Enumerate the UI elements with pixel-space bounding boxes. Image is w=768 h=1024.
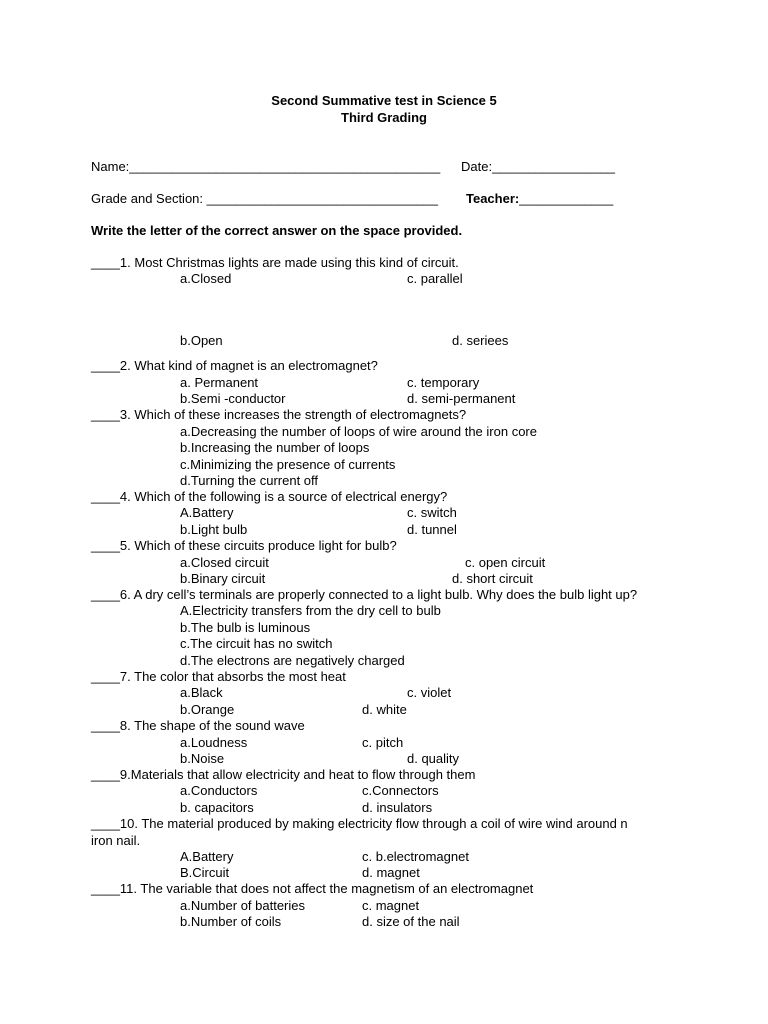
- question-stem-continued: iron nail.: [91, 833, 141, 848]
- question-stem: ____3. Which of these increases the strength of electromagnets?: [91, 407, 467, 422]
- question-stem: ____8. The shape of the sound wave: [91, 718, 305, 733]
- option: d. size of the nail: [362, 914, 460, 929]
- option: b.Binary circuit: [180, 571, 266, 586]
- option: d. insulators: [362, 800, 433, 815]
- question-stem: ____5. Which of these circuits produce light for bulb?: [91, 538, 397, 553]
- option: a.Decreasing the number of loops of wire around the iron core: [180, 424, 537, 439]
- question-stem: ____4. Which of the following is a source of electrical energy?: [91, 489, 448, 504]
- option: c. pitch: [362, 735, 404, 750]
- page-title: Second Summative test in Science 5: [271, 93, 497, 108]
- option: d. quality: [407, 751, 460, 766]
- teacher-label: Teacher:: [466, 191, 520, 206]
- option: d. magnet: [362, 865, 420, 880]
- option: d. short circuit: [452, 571, 533, 586]
- option: d. seriees: [452, 333, 509, 348]
- option: d. white: [362, 702, 407, 717]
- grade-section-field: Grade and Section: ________________________________: [91, 191, 438, 206]
- question-stem: ____6. A dry cell’s terminals are properly connected to a light bulb. Why does the bulb light up?: [91, 587, 638, 602]
- option: c.Connectors: [362, 783, 439, 798]
- option: b.Open: [180, 333, 223, 348]
- option: B.Circuit: [180, 865, 230, 880]
- option: c. b.electromagnet: [362, 849, 469, 864]
- option: a.Black: [180, 685, 223, 700]
- option: c. magnet: [362, 898, 420, 913]
- instruction: Write the letter of the correct answer on the space provided.: [91, 223, 463, 238]
- option: d. semi-permanent: [407, 391, 516, 406]
- option: b.Orange: [180, 702, 235, 717]
- question-stem: ____9.Materials that allow electricity and heat to flow through them: [91, 767, 476, 782]
- name-field: Name:___________________________________________: [91, 159, 441, 174]
- option: A.Electricity transfers from the dry cell to bulb: [180, 603, 441, 618]
- option: c. parallel: [407, 271, 463, 286]
- option: c.Minimizing the presence of currents: [180, 457, 396, 472]
- option: b.Number of coils: [180, 914, 282, 929]
- question-stem: ____10. The material produced by making electricity flow through a coil of wire wind around n: [91, 816, 628, 831]
- page-subtitle: Third Grading: [341, 110, 427, 125]
- question-stem: ____11. The variable that does not affect the magnetism of an electromagnet: [91, 881, 534, 896]
- option: d.Turning the current off: [180, 473, 319, 488]
- teacher-blank: _____________: [519, 191, 614, 206]
- option: a.Closed circuit: [180, 555, 269, 570]
- question-stem: ____2. What kind of magnet is an electromagnet?: [91, 358, 378, 373]
- option: A.Battery: [180, 849, 234, 864]
- option: d. tunnel: [407, 522, 457, 537]
- option: a.Number of batteries: [180, 898, 306, 913]
- option: c. switch: [407, 505, 457, 520]
- option: c. violet: [407, 685, 452, 700]
- option: d.The electrons are negatively charged: [180, 653, 405, 668]
- teacher-field: [466, 191, 613, 207]
- option: a.Conductors: [180, 783, 258, 798]
- option: a. Permanent: [180, 375, 259, 390]
- option: b.Noise: [180, 751, 225, 766]
- option: b.Light bulb: [180, 522, 248, 537]
- option: c. open circuit: [465, 555, 546, 570]
- question-stem: ____1. Most Christmas lights are made using this kind of circuit.: [91, 255, 459, 270]
- option: b.Semi -conductor: [180, 391, 286, 406]
- question-stem: ____7. The color that absorbs the most heat: [91, 669, 346, 684]
- option: b.The bulb is luminous: [180, 620, 311, 635]
- option: c.The circuit has no switch: [180, 636, 333, 651]
- option: a.Closed: [180, 271, 232, 286]
- option: a.Loudness: [180, 735, 248, 750]
- date-field: Date:_________________: [461, 159, 615, 174]
- option: c. temporary: [407, 375, 480, 390]
- option: b.Increasing the number of loops: [180, 440, 370, 455]
- option: A.Battery: [180, 505, 234, 520]
- option: b. capacitors: [180, 800, 254, 815]
